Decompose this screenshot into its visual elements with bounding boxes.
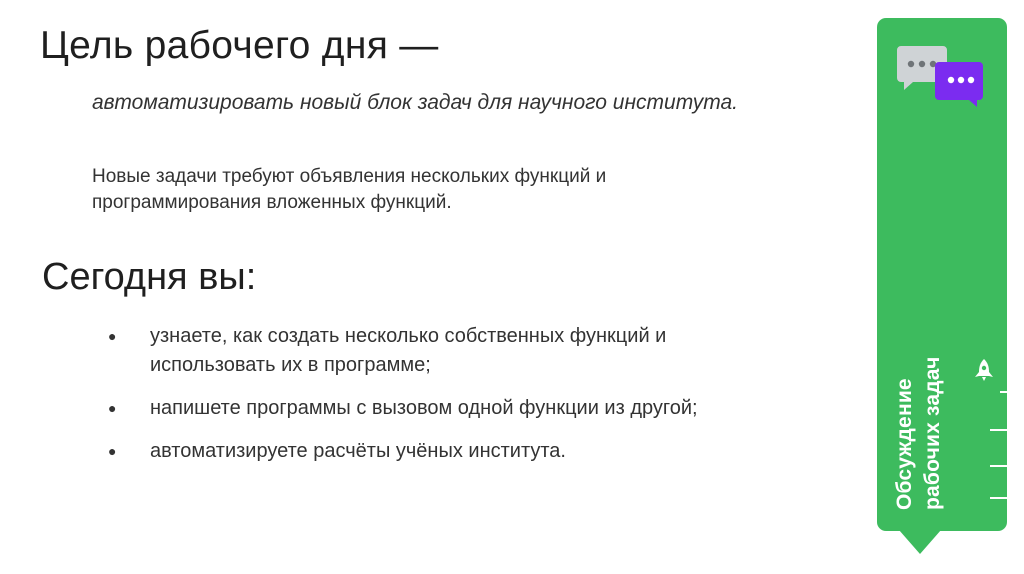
sidebar-label <box>891 310 947 510</box>
goal-text: автоматизировать новый блок задач для научного института. <box>92 91 739 114</box>
sidebar-label-line2: рабочих задач <box>921 356 944 510</box>
list-item <box>104 394 784 423</box>
description-text: Новые задачи требуют объявления нескольких функций и программирования вложенных функций. <box>92 166 607 213</box>
list-item <box>104 437 784 466</box>
bullet-text: автоматизируете расчёты учёных института. <box>150 440 566 462</box>
sidebar-label-line1: Обсуждение <box>893 378 916 510</box>
slide-title: Цель рабочего дня — <box>40 24 439 67</box>
bullet-text: напишете программы с вызовом одной функции из другой; <box>150 397 698 419</box>
bullet-text: узнаете, как создать несколько собственных функций и использовать их в программе; <box>150 325 667 376</box>
bullet-list <box>104 322 784 480</box>
sidebar-scale-ticks <box>988 390 1008 510</box>
subtitle: Сегодня вы: <box>42 256 257 298</box>
bullet-icon: ● <box>108 328 117 344</box>
sidebar-pointer <box>899 530 941 554</box>
chat-bubbles-icon <box>895 42 987 108</box>
rocket-icon <box>974 358 994 382</box>
list-item <box>104 322 784 380</box>
bullet-icon: ● <box>108 443 117 459</box>
bullet-icon: ● <box>108 400 117 416</box>
